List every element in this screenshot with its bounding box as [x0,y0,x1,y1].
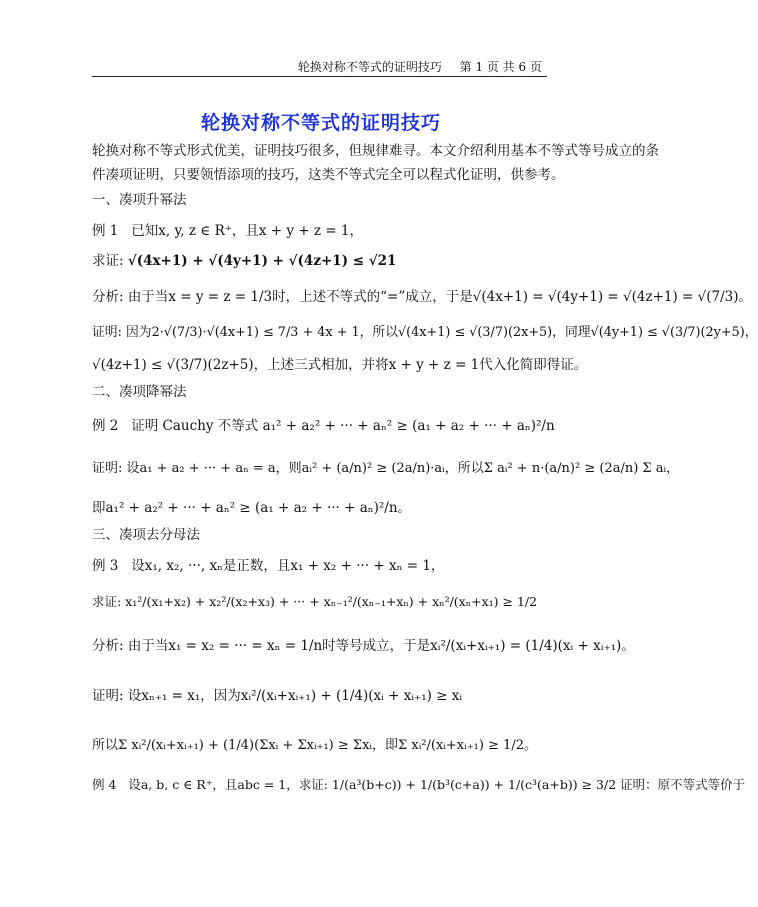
example-1-analysis [92,289,752,305]
example-2-proof-line-2: 即a₁² + a₂² + ··· + aₙ² ≥ (a₁ + a₂ + ··· + aₙ)²/n。 [92,500,412,516]
example-1-prove-formula: √(4x+1) + √(4y+1) + √(4z+1) ≤ √21 [127,253,397,269]
example-3-analysis [92,638,635,654]
example-3-analysis-label: 分析: [92,638,124,654]
example-4-label: 例 4 [92,777,117,792]
example-3-proof-line-1 [92,688,462,704]
example-1-proof-line-2: √(4z+1) ≤ √(3/7)(2z+5)，上述三式相加，并将x + y + z = 1代入化简即得证。 [92,357,588,373]
example-3-label: 例 3 [92,558,119,574]
example-1-given-text: 已知x, y, z ∈ R⁺，且x + y + z = 1， [131,223,363,239]
section-heading-3: 三、凑项去分母法 [92,527,200,543]
example-1-proof-text-1: 因为2·√(7/3)·√(4x+1) ≤ 7/3 + 4x + 1，所以√(4x+1) ≤ √(3/7)(2x+5)，同理√(4y+1) ≤ √(3/7)(2y+5)， [125,325,758,340]
example-2-proof-text-1: 设a₁ + a₂ + ··· + aₙ = a，则aᵢ² + (a/n)² ≥ (2a/n)·aᵢ，所以Σ aᵢ² + n·(a/n)² ≥ (2a/n) Σ aᵢ， [126,461,680,476]
example-1-label: 例 1 [92,223,119,239]
section-heading-1: 一、凑项升幂法 [92,192,187,208]
example-2-statement-text: 证明 Cauchy 不等式 a₁² + a₂² + ··· + aₙ² ≥ (a₁ + a₂ + ··· + aₙ)²/n [131,418,555,434]
example-3-proof-label: 证明: [92,688,124,704]
example-1-analysis-text: 由于当x = y = z = 1/3时，上述不等式的“=”成立，于是√(4x+1) = √(4y+1) = √(4z+1) = √(7/3)。 [127,289,753,305]
example-4-given [92,777,745,792]
example-1-prove-label: 求证: [92,253,124,269]
example-1-proof-line-1 [92,325,758,340]
example-3-given-text: 设x₁, x₂, ···, xₙ是正数，且x₁ + x₂ + ··· + xₙ = 1， [131,558,445,574]
example-3-analysis-text: 由于当x₁ = x₂ = ··· = xₙ = 1/n时等号成立，于是xᵢ²/(xᵢ+xᵢ₊₁) = (1/4)(xᵢ + xᵢ₊₁)。 [127,638,635,654]
example-3-prove [92,594,537,609]
section-heading-2: 二、凑项降幂法 [92,384,187,400]
example-2-statement [92,418,555,434]
header-doc-title: 轮换对称不等式的证明技巧 [297,60,442,74]
page-title: 轮换对称不等式的证明技巧 [200,112,441,134]
example-1-proof-label: 证明: [92,325,122,340]
example-3-proof-text-1: 设xₙ₊₁ = x₁，因为xᵢ²/(xᵢ+xᵢ₊₁) + (1/4)(xᵢ + xᵢ₊₁) ≥ xᵢ [127,688,463,704]
example-3-prove-formula: x₁²/(x₁+x₂) + x₂²/(x₂+x₃) + ··· + xₙ₋₁²/(xₙ₋₁+xₙ) + xₙ²/(xₙ+x₁) ≥ 1/2 [125,594,538,609]
example-2-label: 例 2 [92,418,119,434]
example-2-proof-line-1 [92,461,679,477]
example-3-prove-label: 求证: [92,594,122,609]
example-2-proof-label: 证明: [92,461,123,476]
example-1-given [92,223,363,239]
example-1-analysis-label: 分析: [92,289,124,305]
example-3-proof-line-2: 所以Σ xᵢ²/(xᵢ+xᵢ₊₁) + (1/4)(Σxᵢ + Σxᵢ₊₁) ≥ Σxᵢ，即Σ xᵢ²/(xᵢ+xᵢ₊₁) ≥ 1/2。 [92,738,537,753]
running-header [284,58,542,75]
example-1-prove [92,253,396,269]
header-rule [92,76,547,77]
example-4-given-text: 设a, b, c ∈ R⁺，且abc = 1，求证: 1/(a³(b+c)) + 1/(b³(c+a)) + 1/(c³(a+b)) ≥ 3/2 证明：原不等式等价于 [128,777,746,792]
intro-line-2: 件凑项证明，只要领悟添项的技巧，这类不等式完全可以程式化证明，供参考。 [92,167,565,183]
intro-line-1: 轮换对称不等式形式优美，证明技巧很多，但规律难寻。本文介绍利用基本不等式等号成立的条 [92,143,659,159]
header-page-label: 第 1 页 共 6 页 [459,60,542,74]
example-3-given [92,558,444,574]
